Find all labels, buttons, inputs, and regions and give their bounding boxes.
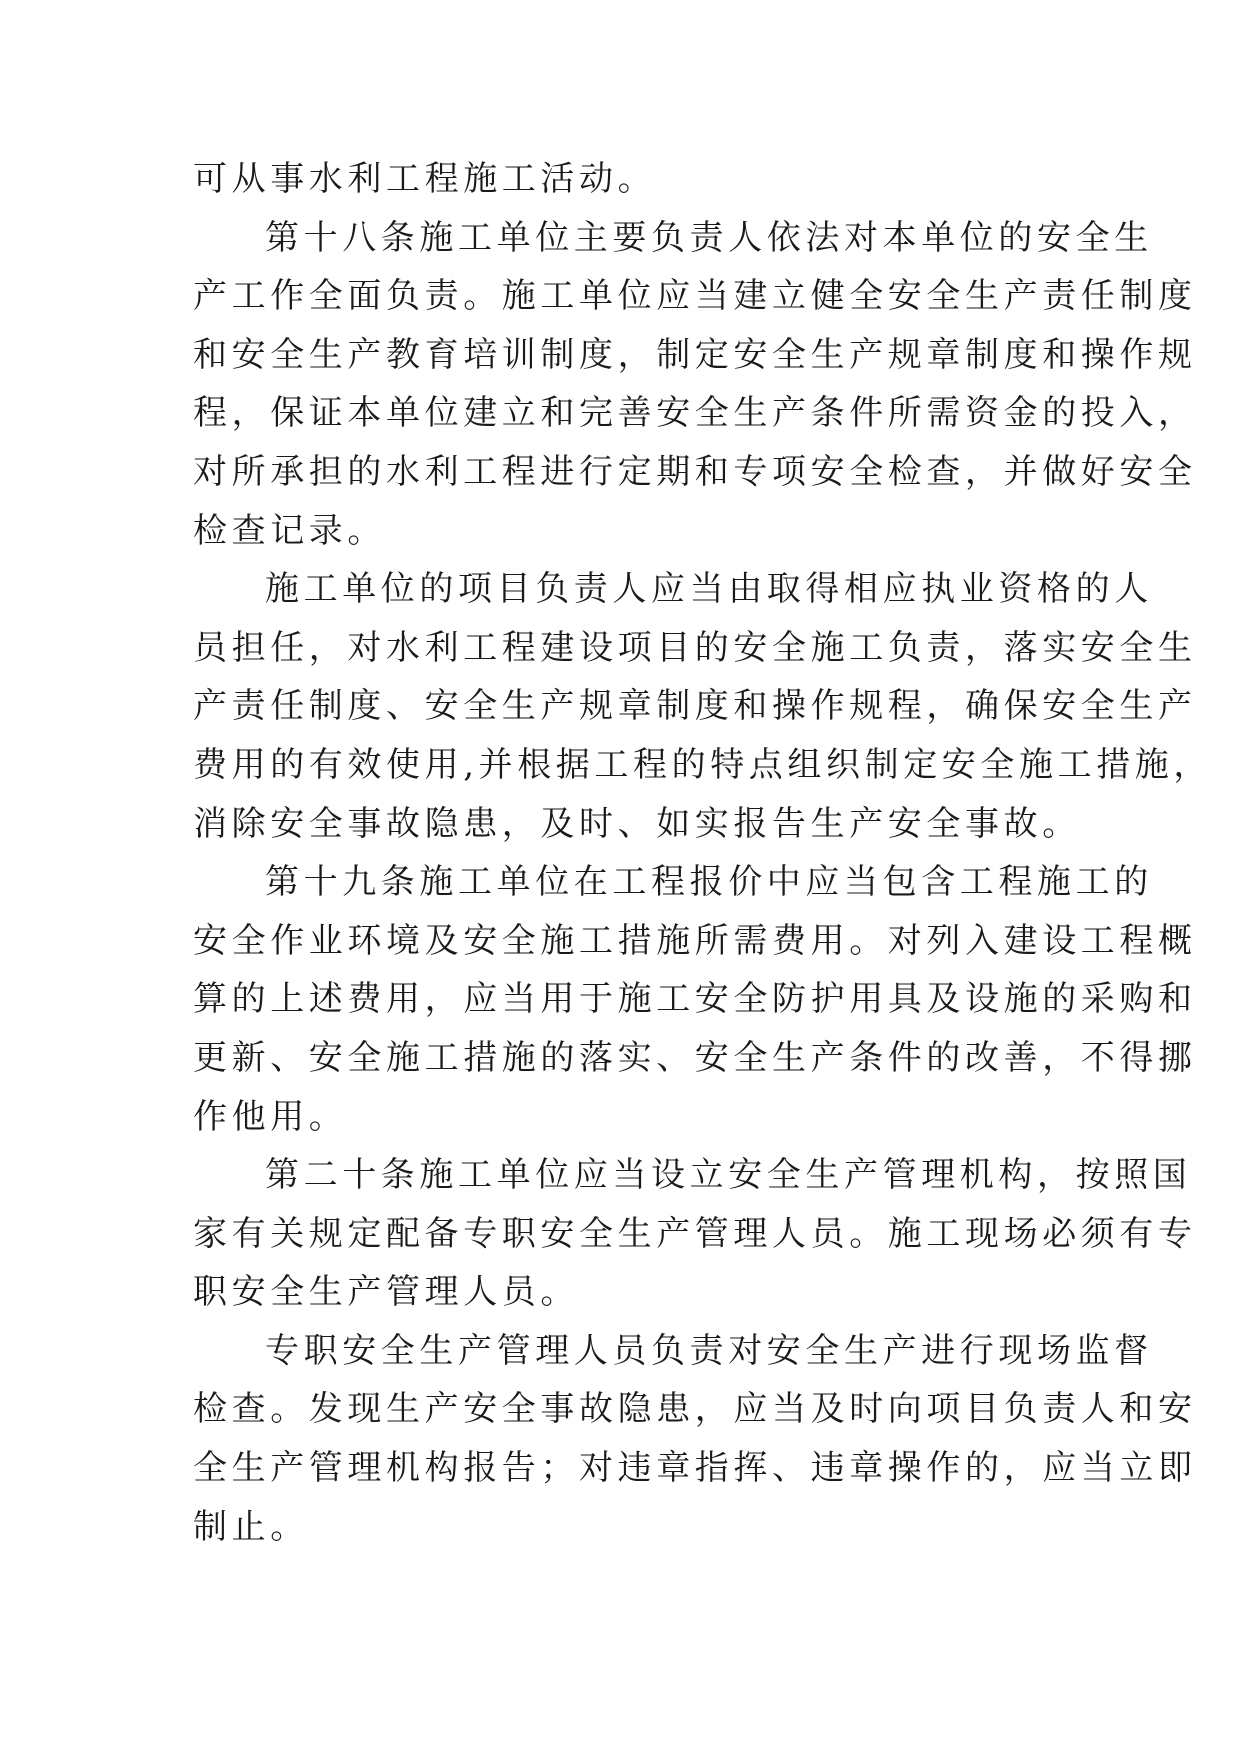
text-line: 全生产管理机构报告；对违章指挥、违章操作的，应当立即 <box>193 1448 1197 1489</box>
text-line: 职安全生产管理人员。 <box>193 1272 579 1313</box>
text-line: 家有关规定配备专职安全生产管理人员。施工现场必须有专 <box>193 1213 1197 1254</box>
text-line: 作他用。 <box>193 1096 348 1137</box>
paragraph-first-line: 第二十条施工单位应当设立安全生产管理机构，按照国 <box>265 1155 1192 1196</box>
paragraph-first-line: 第十八条施工单位主要负责人依法对本单位的安全生 <box>265 217 1153 258</box>
text-line: 员担任，对水利工程建设项目的安全施工负责，落实安全生 <box>193 627 1197 668</box>
text-line: 和安全生产教育培训制度，制定安全生产规章制度和操作规 <box>193 334 1197 375</box>
text-line: 程，保证本单位建立和完善安全生产条件所需资金的投入， <box>193 393 1197 434</box>
text-line: 安全作业环境及安全施工措施所需费用。对列入建设工程概 <box>193 920 1197 961</box>
paragraph-first-line: 专职安全生产管理人员负责对安全生产进行现场监督 <box>265 1330 1153 1371</box>
paragraph-first-line: 施工单位的项目负责人应当由取得相应执业资格的人 <box>265 569 1153 610</box>
text-line: 可从事水利工程施工活动。 <box>193 159 657 199</box>
text-line: 检查记录。 <box>193 510 386 551</box>
text-line: 检查。发现生产安全事故隐患，应当及时向项目负责人和安 <box>193 1389 1197 1430</box>
text-line: 对所承担的水利工程进行定期和专项安全检查，并做好安全 <box>193 451 1197 492</box>
text-line: 费用的有效使用,并根据工程的特点组织制定安全施工措施， <box>193 744 1213 785</box>
text-line: 算的上述费用，应当用于施工安全防护用具及设施的采购和 <box>193 979 1197 1020</box>
document-body <box>193 150 1213 1556</box>
text-line: 产工作全面负责。施工单位应当建立健全安全生产责任制度 <box>193 276 1197 317</box>
text-line: 消除安全事故隐患，及时、如实报告生产安全事故。 <box>193 803 1081 844</box>
text-line: 制止。 <box>193 1506 309 1547</box>
paragraph-first-line: 第十九条施工单位在工程报价中应当包含工程施工的 <box>265 862 1153 903</box>
text-line: 产责任制度、安全生产规章制度和操作规程，确保安全生产 <box>193 686 1197 727</box>
text-line: 更新、安全施工措施的落实、安全生产条件的改善，不得挪 <box>193 1037 1197 1078</box>
